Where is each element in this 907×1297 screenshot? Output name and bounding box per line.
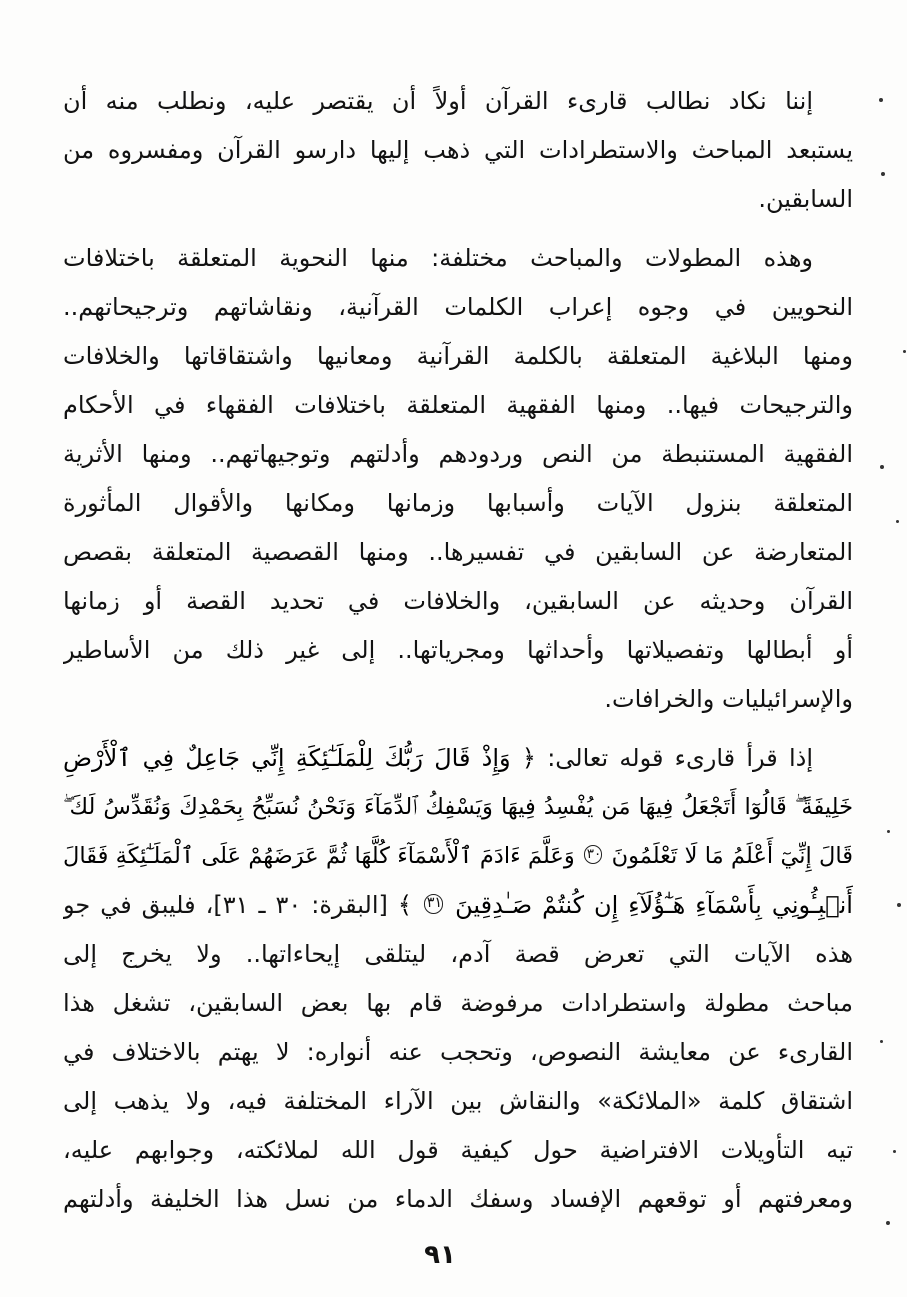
text-line: القارىء عن معايشة النصوص، وتحجب عنه أنواره: لا يهتم بالاختلاف في bbox=[63, 1038, 853, 1066]
text-line: يستبعد المباحث والاستطرادات التي ذهب إليها دارسو القرآن ومفسروه من bbox=[63, 136, 853, 164]
text-line: أو أبطالها وتفصيلاتها وأحداثها ومجرياتها.. إلى غير ذلك من الأساطير bbox=[63, 636, 853, 664]
text-line: تيه التأويلات الافتراضية حول كيفية قول الله لملائكته، وجوابهم عليه، bbox=[63, 1136, 853, 1164]
text-line: المتعارضة عن السابقين في تفسيرها.. ومنها القصصية المتعلقة بقصص bbox=[63, 538, 853, 566]
text-line bbox=[63, 832, 853, 881]
text-line: المتعلقة بنزول الآيات وأسبابها وزمانها ومكانها والأقوال المأثورة bbox=[63, 489, 853, 517]
ayah-number-marker: ٣١ bbox=[424, 894, 443, 913]
scan-speck bbox=[896, 520, 899, 523]
scan-speck bbox=[880, 1040, 883, 1043]
text-line: والترجيحات فيها.. ومنها الفقهية المتعلقة باختلافات الفقهاء في الأحكام bbox=[63, 391, 853, 419]
quran-verse: قَالَ إِنِّيٓ أَعْلَمُ مَا لَا تَعْلَمُونَ bbox=[611, 843, 853, 869]
surah-reference: [البقرة: ٣٠ ـ ٣١]، bbox=[205, 891, 388, 919]
text-line: ومعرفتهم أو توقعهم الإفساد وسفك الدماء من نسل هذا الخليفة وأدلتهم bbox=[63, 1185, 853, 1213]
scan-speck bbox=[881, 172, 885, 176]
body-text: فليبق في جو bbox=[63, 891, 196, 919]
text-line: القرآن وحديثه عن السابقين، والخلافات في تحديد القصة أو زمانها bbox=[63, 587, 853, 615]
text-line: النحويين في وجوه إعراب الكلمات القرآنية، ونقاشاتهم وترجيحاتهم.. bbox=[63, 293, 853, 321]
text-line bbox=[63, 734, 853, 783]
page-number: ٩١ bbox=[424, 1240, 456, 1270]
text-line: السابقين. bbox=[758, 185, 853, 213]
paragraph-1 bbox=[63, 77, 853, 224]
scan-speck bbox=[879, 98, 883, 102]
text-line: الفقهية المستنبطة من النص وردودهم وأدلتهم وتوجيهاتهم.. ومنها الأثرية bbox=[63, 440, 853, 468]
scan-speck bbox=[903, 350, 906, 353]
text-line: هذه الآيات التي تعرض قصة آدم، ليتلقى إيحاءاتها.. ولا يخرج إلى bbox=[63, 940, 853, 968]
text-line: اشتقاق كلمة «الملائكة» والنقاش بين الآراء المختلفة فيه، ولا يذهب إلى bbox=[63, 1087, 853, 1115]
text-line: وهذه المطولات والمباحث مختلفة: منها النحوية المتعلقة باختلافات bbox=[63, 244, 813, 272]
text-line: والإسرائيليات والخرافات. bbox=[604, 685, 853, 713]
ayah-number-marker: ٣٠ bbox=[584, 845, 602, 863]
scan-speck bbox=[897, 903, 901, 907]
text-line bbox=[63, 881, 853, 930]
quote-close-bracket: ﴾ bbox=[397, 891, 412, 919]
scan-speck bbox=[886, 1221, 890, 1225]
scan-speck bbox=[887, 830, 890, 833]
text-block bbox=[63, 77, 853, 1224]
text-line bbox=[63, 783, 853, 832]
text-line: إننا نكاد نطالب قارىء القرآن أولاً أن يقتصر عليه، ونطلب منه أن bbox=[63, 87, 813, 115]
quran-verse: وَعَلَّمَ ءَادَمَ ٱلْأَسْمَآءَ كُلَّهَا ثُمَّ عَرَضَهُمْ عَلَى ٱلْمَلَـٰٓئِكَةِ فَقَالَ bbox=[63, 843, 575, 869]
paragraph-2 bbox=[63, 234, 853, 724]
text-line: مباحث مطولة واستطرادات مرفوضة قام بها بعض السابقين، تشغل هذا bbox=[63, 989, 853, 1017]
scan-speck bbox=[893, 1150, 896, 1153]
paragraph-3 bbox=[63, 734, 853, 1224]
quote-open-bracket: ﴿ bbox=[521, 744, 536, 772]
quran-verse: خَلِيفَةً ۖ قَالُوٓا أَتَجْعَلُ فِيهَا مَن يُفْسِدُ فِيهَا وَيَسْفِكُ ٱلدِّمَآءَ وَنَحْنُ نُسَبِّحُ بِحَمْدِكَ وَنُقَدِّسُ لَكَ ۖ bbox=[63, 794, 853, 820]
scan-speck bbox=[880, 465, 884, 469]
text-line: ومنها البلاغية المتعلقة بالكلمة القرآنية ومعانيها واشتقاقاتها والخلافات bbox=[63, 342, 853, 370]
quran-verse: أَنۢبِـُٔونِي بِأَسْمَآءِ هَـٰٓؤُلَآءِ إِن كُنتُمْ صَـٰدِقِينَ bbox=[455, 891, 853, 919]
quran-verse: وَإِذْ قَالَ رَبُّكَ لِلْمَلَـٰٓئِكَةِ إِنِّي جَاعِلٌ فِي ٱلْأَرْضِ bbox=[63, 744, 511, 772]
intro-text: إذا قرأ قارىء قوله تعالى: bbox=[547, 744, 814, 772]
